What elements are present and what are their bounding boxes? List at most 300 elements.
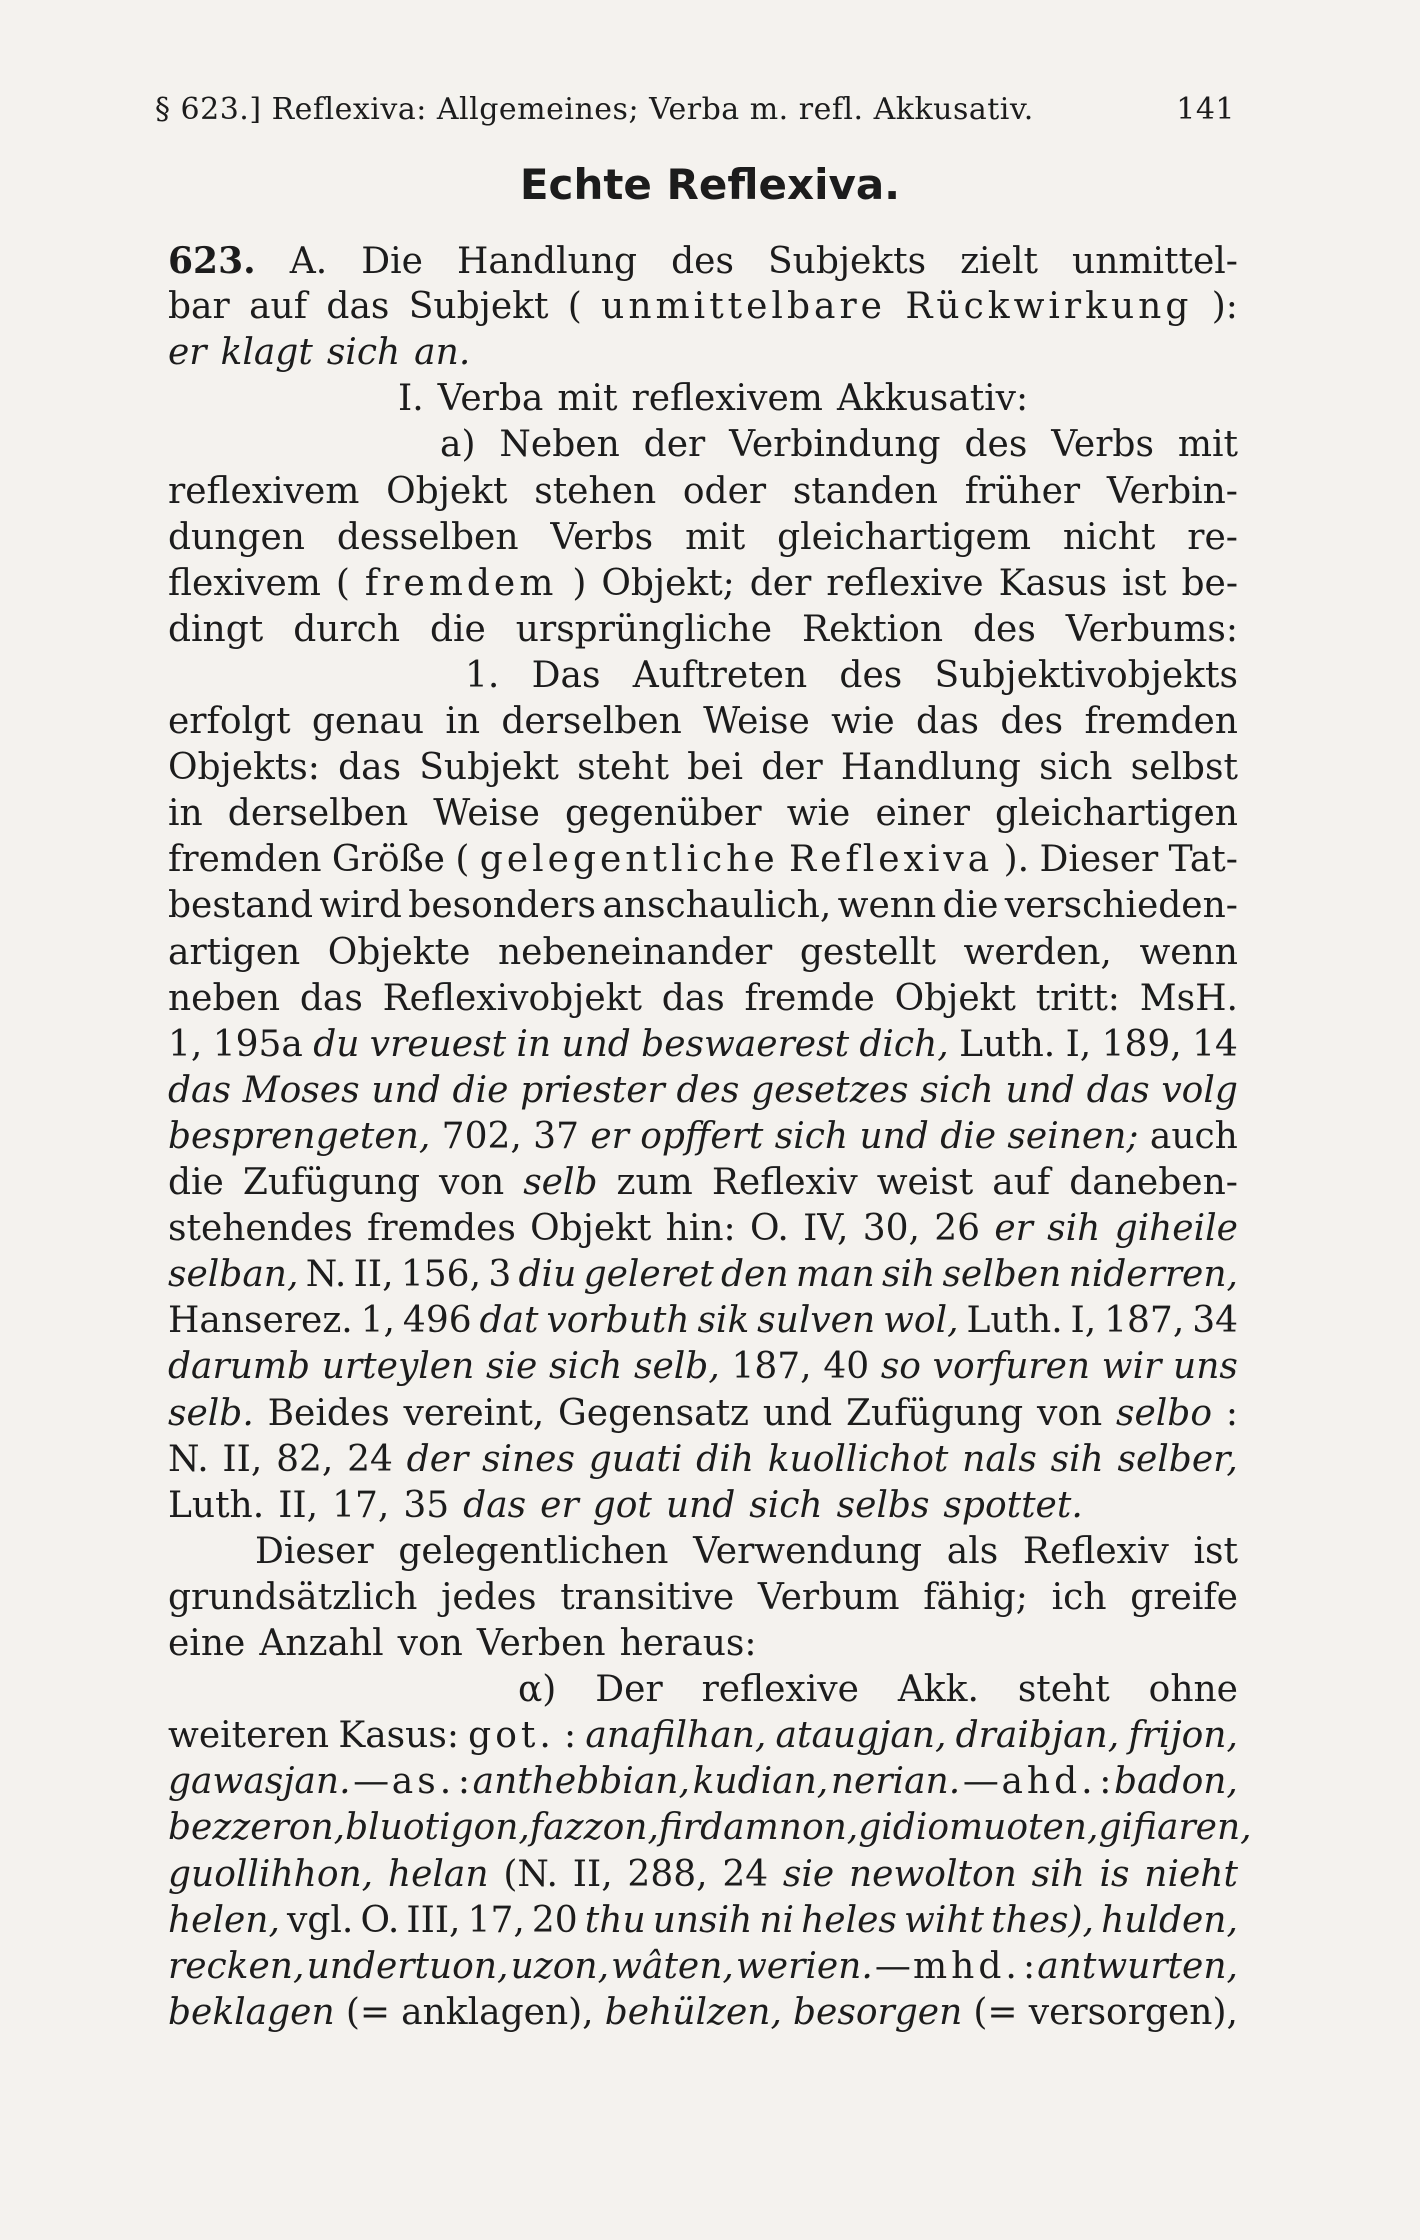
- text-line: [168, 1067, 1238, 1115]
- word: Rückwirkung: [905, 286, 1193, 328]
- word: vreuest: [369, 1023, 507, 1065]
- word: urteylen: [321, 1346, 475, 1388]
- word: Subjekt: [419, 747, 559, 789]
- word: das: [916, 701, 979, 742]
- text-line: [168, 1804, 1252, 1852]
- word: weist: [876, 1162, 974, 1203]
- word: gegenüber: [565, 793, 762, 835]
- word: giheile: [1114, 1208, 1238, 1250]
- word: α): [518, 1669, 557, 1711]
- word: 702,: [441, 1115, 522, 1157]
- word: bestand: [168, 885, 313, 927]
- text-line: [255, 1528, 1238, 1576]
- word: nals: [962, 1438, 1037, 1480]
- word: zielt: [960, 241, 1038, 282]
- section-heading: Echte Reflexiva.: [519, 160, 901, 209]
- word: stehendes: [168, 1208, 353, 1250]
- word: Hanserez.: [168, 1300, 353, 1342]
- word: volg: [1161, 1069, 1238, 1111]
- word: Objekt: [530, 1208, 652, 1250]
- word: as.: [391, 1761, 456, 1803]
- word: bluotigon,: [345, 1807, 530, 1849]
- text-line: [168, 329, 1238, 377]
- word: Das: [531, 654, 601, 696]
- word: fähig;: [923, 1576, 1028, 1618]
- word: 35: [403, 1484, 450, 1526]
- word: Luth.: [966, 1300, 1063, 1342]
- text-line: [168, 514, 1238, 562]
- word: O.: [360, 1899, 400, 1941]
- word: mit: [557, 378, 618, 420]
- word: und: [1005, 1069, 1075, 1111]
- word: die: [429, 608, 486, 650]
- word: sich: [774, 1115, 849, 1157]
- word: die: [940, 1115, 997, 1157]
- word: 187,: [1104, 1300, 1185, 1342]
- word: flexivem: [168, 562, 321, 604]
- word: Subjektivobjekts: [934, 654, 1238, 696]
- text-line: [168, 1989, 1238, 2037]
- word: der: [761, 747, 823, 789]
- word: auf: [992, 1162, 1051, 1203]
- word: selbo: [1116, 1392, 1213, 1434]
- word: sih: [1050, 1438, 1104, 1480]
- word: das: [338, 747, 402, 789]
- word: kuollichot: [767, 1438, 949, 1480]
- word: des: [839, 654, 903, 696]
- word: ist: [1193, 1530, 1238, 1572]
- word: :: [1225, 1392, 1238, 1434]
- word: —: [353, 1761, 390, 1803]
- word: 40: [823, 1346, 870, 1388]
- word: ahd.: [1001, 1761, 1097, 1803]
- text-line: [168, 468, 1238, 516]
- word: die: [168, 1162, 224, 1203]
- word: Reflexiva: [789, 839, 994, 881]
- word: du: [313, 1023, 360, 1065]
- word: I,: [1065, 1023, 1092, 1065]
- word: nerian.: [830, 1761, 961, 1803]
- word: got: [592, 1484, 652, 1526]
- word: antwurten,: [1037, 1945, 1238, 1987]
- word: in: [168, 793, 203, 835]
- word: Verbs: [550, 516, 654, 558]
- word: sih: [1031, 1853, 1085, 1895]
- word: 34: [1192, 1300, 1238, 1342]
- word: Objekt;: [601, 562, 735, 604]
- word: besprengeten,: [168, 1115, 431, 1157]
- word: (: [567, 286, 582, 328]
- word: sich: [920, 1069, 994, 1111]
- word: dungen: [168, 516, 305, 558]
- word: N.: [305, 1254, 347, 1296]
- word: Dieser: [255, 1530, 374, 1572]
- text-line: [168, 975, 1238, 1023]
- word: das: [661, 977, 725, 1019]
- word: des: [973, 608, 1036, 650]
- word: er: [590, 1115, 629, 1157]
- word: werien.: [735, 1945, 873, 1987]
- word: stehen: [534, 470, 657, 512]
- word: als: [946, 1530, 999, 1572]
- word: firdamnon,: [658, 1807, 859, 1849]
- word: thu: [584, 1899, 646, 1941]
- word: nieht: [1144, 1853, 1238, 1895]
- word: ursprüngliche: [515, 608, 773, 650]
- text-line: [168, 836, 1238, 884]
- word: uzon,: [510, 1945, 610, 1987]
- text-line: [168, 560, 1238, 608]
- word: ohne: [1148, 1669, 1238, 1711]
- text-line: [168, 929, 1238, 977]
- text-line: [168, 744, 1238, 792]
- word: 1,: [360, 1300, 396, 1342]
- word: gawasjan.: [168, 1761, 351, 1803]
- text-line: [168, 1758, 1238, 1806]
- text-line: [168, 283, 1238, 331]
- word: Verbindung: [729, 424, 941, 466]
- word: (: [335, 562, 350, 604]
- word: das: [1086, 1069, 1150, 1111]
- word: gleichartigem: [777, 516, 1031, 558]
- word: durch: [293, 608, 401, 650]
- word: nebeneinander: [498, 931, 773, 973]
- word: besonders: [408, 885, 597, 927]
- word: desselben: [336, 516, 519, 558]
- word: 1.: [465, 654, 500, 696]
- word: versorgen),: [1028, 1991, 1238, 2033]
- word: hin:: [665, 1208, 736, 1250]
- word: reflexive: [701, 1669, 859, 1711]
- word: MsH.: [1139, 977, 1238, 1019]
- word: is: [1099, 1853, 1130, 1895]
- word: seinen;: [1007, 1115, 1139, 1157]
- word: 20: [531, 1899, 578, 1941]
- text-line: [168, 237, 1238, 285]
- word: IV,: [803, 1208, 849, 1250]
- word: wir: [1101, 1346, 1162, 1388]
- word: Luth.: [959, 1023, 1056, 1065]
- word: und: [665, 1484, 736, 1526]
- word: niderren,: [1068, 1254, 1238, 1296]
- word: oder: [682, 470, 767, 512]
- word: klagt: [220, 332, 313, 374]
- word: weiteren: [168, 1715, 330, 1757]
- word: —: [962, 1761, 999, 1803]
- word: got.: [468, 1715, 555, 1757]
- word: selb: [523, 1162, 598, 1203]
- word: 14: [1192, 1023, 1238, 1065]
- word: 17,: [467, 1899, 525, 1941]
- word: von: [439, 1162, 505, 1203]
- word: der: [406, 1438, 469, 1480]
- word: ataugjan,: [775, 1715, 947, 1757]
- header-section-title: § 623.] Reflexiva: Allgemeines; Verba m. refl. Akkusativ.: [155, 92, 1034, 127]
- word: vorbuth: [546, 1300, 690, 1342]
- word: derselben: [501, 701, 682, 742]
- word: des: [1000, 701, 1064, 742]
- word: ist: [1122, 562, 1167, 604]
- word: werden,: [963, 931, 1112, 973]
- word: Objekt: [894, 977, 1016, 1019]
- word: Handlung: [457, 241, 638, 282]
- word: Zufügung: [846, 1392, 1024, 1434]
- word: tritt:: [1035, 977, 1120, 1019]
- word: Reflexivobjekt: [382, 977, 642, 1019]
- text-line: [168, 1159, 1238, 1207]
- word: Verbs: [1051, 424, 1154, 466]
- word: II,: [278, 1484, 319, 1526]
- word: sih: [881, 1254, 936, 1296]
- word: unmittel-: [1072, 241, 1238, 282]
- word: Kasus: [998, 562, 1108, 604]
- word: selben: [942, 1254, 1062, 1296]
- word: an.: [414, 332, 471, 374]
- word: Subjekt: [408, 286, 549, 328]
- word: standen: [792, 470, 938, 512]
- word: er: [540, 1484, 579, 1526]
- word: erfolgt: [168, 701, 291, 742]
- word: Anzahl: [259, 1623, 384, 1664]
- word: gelegentlichen: [398, 1530, 669, 1572]
- text-line: [168, 1943, 1238, 1991]
- word: II,: [572, 1853, 613, 1895]
- word: jedes: [441, 1576, 537, 1618]
- word: —: [874, 1945, 911, 1987]
- word: besorgen: [793, 1991, 963, 2033]
- word: kudian,: [692, 1761, 829, 1803]
- word: Akk.: [897, 1669, 979, 1711]
- word: Objekt: [386, 470, 508, 512]
- word: und: [859, 1115, 929, 1157]
- word: Objekts:: [168, 747, 320, 789]
- word: man: [795, 1254, 875, 1296]
- word: fremden: [168, 839, 322, 881]
- word: beklagen: [168, 1991, 335, 2033]
- word: Größe: [331, 839, 445, 881]
- word: hulden,: [1101, 1899, 1238, 1941]
- word: früher: [964, 470, 1081, 512]
- word: recken,: [168, 1945, 305, 1987]
- word: guollihhon,: [168, 1853, 374, 1895]
- text-line: [168, 1712, 1238, 1760]
- text-line: [168, 1113, 1238, 1161]
- word: der: [749, 562, 812, 604]
- word: heraus:: [619, 1623, 757, 1664]
- text-line: [168, 1205, 1238, 1253]
- word: helen,: [168, 1899, 280, 1941]
- word: geleret: [583, 1254, 714, 1296]
- word: II,: [353, 1254, 394, 1296]
- word: 37: [533, 1115, 579, 1157]
- word: gidiomuoten,: [858, 1807, 1099, 1849]
- word: Objekte: [327, 931, 471, 973]
- text-line: [440, 421, 1238, 469]
- word: (=: [345, 1991, 391, 2033]
- word: 156,: [400, 1254, 482, 1296]
- word: Reflexiv: [1022, 1530, 1169, 1572]
- word: sich: [749, 1484, 823, 1526]
- word: sie: [485, 1346, 538, 1388]
- word: (: [455, 839, 470, 881]
- word: Die: [361, 241, 423, 282]
- word: beswaerest: [641, 1023, 850, 1065]
- word: undertuon,: [306, 1945, 509, 1987]
- word: fremden: [1084, 701, 1238, 742]
- word: I.: [398, 378, 424, 420]
- word: reflexivem: [631, 378, 823, 420]
- word: unmittelbare: [601, 286, 886, 328]
- word: nicht: [1062, 516, 1156, 558]
- word: Neben: [499, 424, 620, 466]
- word: wol,: [883, 1300, 959, 1342]
- text-line: [465, 652, 1238, 700]
- word: 195a: [212, 1023, 303, 1065]
- word: :: [457, 1761, 470, 1803]
- word: sie: [782, 1853, 835, 1895]
- word: das: [326, 286, 390, 328]
- word: sich: [326, 332, 401, 374]
- word: vgl.: [287, 1899, 354, 1941]
- word: in: [516, 1023, 552, 1065]
- word: die: [942, 885, 999, 927]
- word: des: [671, 241, 734, 282]
- word: gestellt: [799, 931, 936, 973]
- word: steht: [577, 747, 669, 789]
- word: Der: [595, 1669, 663, 1711]
- word: wenn: [1139, 931, 1238, 973]
- word: Kasus:: [338, 1715, 459, 1757]
- word: selber,: [1117, 1438, 1238, 1480]
- word: Gegensatz: [558, 1392, 750, 1434]
- word: Verben: [476, 1623, 606, 1664]
- word: opffert: [640, 1115, 764, 1157]
- word: Rektion: [801, 608, 944, 650]
- word: vorfuren: [932, 1346, 1091, 1388]
- text-line: [168, 1620, 1238, 1668]
- word: :: [1022, 1945, 1036, 1987]
- word: wie: [786, 793, 851, 835]
- word: vereint,: [403, 1392, 545, 1434]
- word: 24: [722, 1853, 769, 1895]
- word: greife: [1130, 1576, 1238, 1618]
- word: daneben-: [1069, 1162, 1238, 1203]
- text-line: [398, 375, 1238, 423]
- word: anafilhan,: [585, 1715, 767, 1757]
- word: behülzen,: [604, 1991, 782, 2033]
- word: neben: [168, 977, 281, 1019]
- word: selbs: [836, 1484, 930, 1526]
- word: Weise: [433, 793, 540, 835]
- word: Weise: [703, 701, 810, 742]
- word: badon,: [1114, 1761, 1238, 1803]
- word: 496: [402, 1300, 472, 1342]
- word: Auftreten: [632, 654, 808, 696]
- word: :: [564, 1715, 577, 1757]
- word: das: [463, 1484, 527, 1526]
- word: des: [676, 1069, 740, 1111]
- word: gelegentliche: [479, 839, 779, 881]
- word: steht: [1017, 1669, 1110, 1711]
- word: sich: [548, 1346, 623, 1388]
- word: (=: [973, 1991, 1018, 2033]
- word: dih: [696, 1438, 754, 1480]
- text-line: [168, 1574, 1238, 1622]
- word: mhd.: [913, 1945, 1021, 1987]
- text-line: [168, 698, 1238, 746]
- word: Verwendung: [693, 1530, 923, 1572]
- word: III,: [406, 1899, 461, 1941]
- word: ich: [1051, 1576, 1107, 1618]
- word: fremde: [744, 977, 875, 1019]
- word: fazzon,: [529, 1807, 659, 1849]
- word: bar: [168, 286, 230, 328]
- word: Beides: [267, 1392, 390, 1434]
- word: N.: [168, 1438, 209, 1480]
- word: dingt: [168, 608, 264, 650]
- text-line: [168, 1251, 1238, 1299]
- word: genau: [311, 701, 425, 742]
- text-line: [168, 790, 1238, 838]
- word: wie: [831, 701, 895, 742]
- word: 26: [934, 1208, 981, 1250]
- word: 189,: [1101, 1023, 1182, 1065]
- word: er: [994, 1208, 1033, 1250]
- word: bezzeron,: [168, 1807, 346, 1849]
- word: grundsätzlich: [168, 1576, 418, 1618]
- word: dat: [479, 1300, 539, 1342]
- word: wenn: [837, 885, 937, 927]
- word: frijon,: [1128, 1715, 1238, 1757]
- word: artigen: [168, 931, 301, 973]
- word: verschieden-: [1004, 885, 1238, 927]
- word: 24: [347, 1438, 393, 1480]
- page-number: 141: [1176, 92, 1235, 127]
- word: gifiaren,: [1098, 1807, 1252, 1849]
- word: und: [561, 1023, 631, 1065]
- word: ni: [759, 1899, 795, 1941]
- word: anthebbian,: [472, 1761, 690, 1803]
- word: Verba: [437, 378, 544, 420]
- word: 30,: [862, 1208, 920, 1250]
- word: einer: [875, 793, 970, 835]
- word: II,: [222, 1438, 263, 1480]
- word: heles: [801, 1899, 897, 1941]
- word: reflexive: [826, 562, 984, 604]
- word: sih: [1047, 1208, 1101, 1250]
- word: eine: [168, 1623, 246, 1664]
- word: und: [371, 1069, 441, 1111]
- word: A.: [289, 241, 328, 282]
- text-line: [168, 882, 1238, 930]
- word: darumb: [168, 1346, 311, 1388]
- word: des: [964, 424, 1028, 466]
- word: Verbin-: [1106, 470, 1238, 512]
- word: Dieser: [1039, 839, 1159, 881]
- word: sines: [482, 1438, 575, 1480]
- word: dich,: [859, 1023, 949, 1065]
- text-line: [168, 1021, 1238, 1069]
- word: sulven: [757, 1300, 876, 1342]
- word: auf: [249, 286, 308, 328]
- word: Reflexiv: [711, 1162, 858, 1203]
- text-line: [168, 1482, 1238, 1530]
- running-header: [155, 92, 1235, 142]
- word: Moses: [242, 1069, 360, 1111]
- word: 3: [488, 1254, 512, 1296]
- word: fremdem: [364, 562, 558, 604]
- word: fremdes: [367, 1208, 516, 1250]
